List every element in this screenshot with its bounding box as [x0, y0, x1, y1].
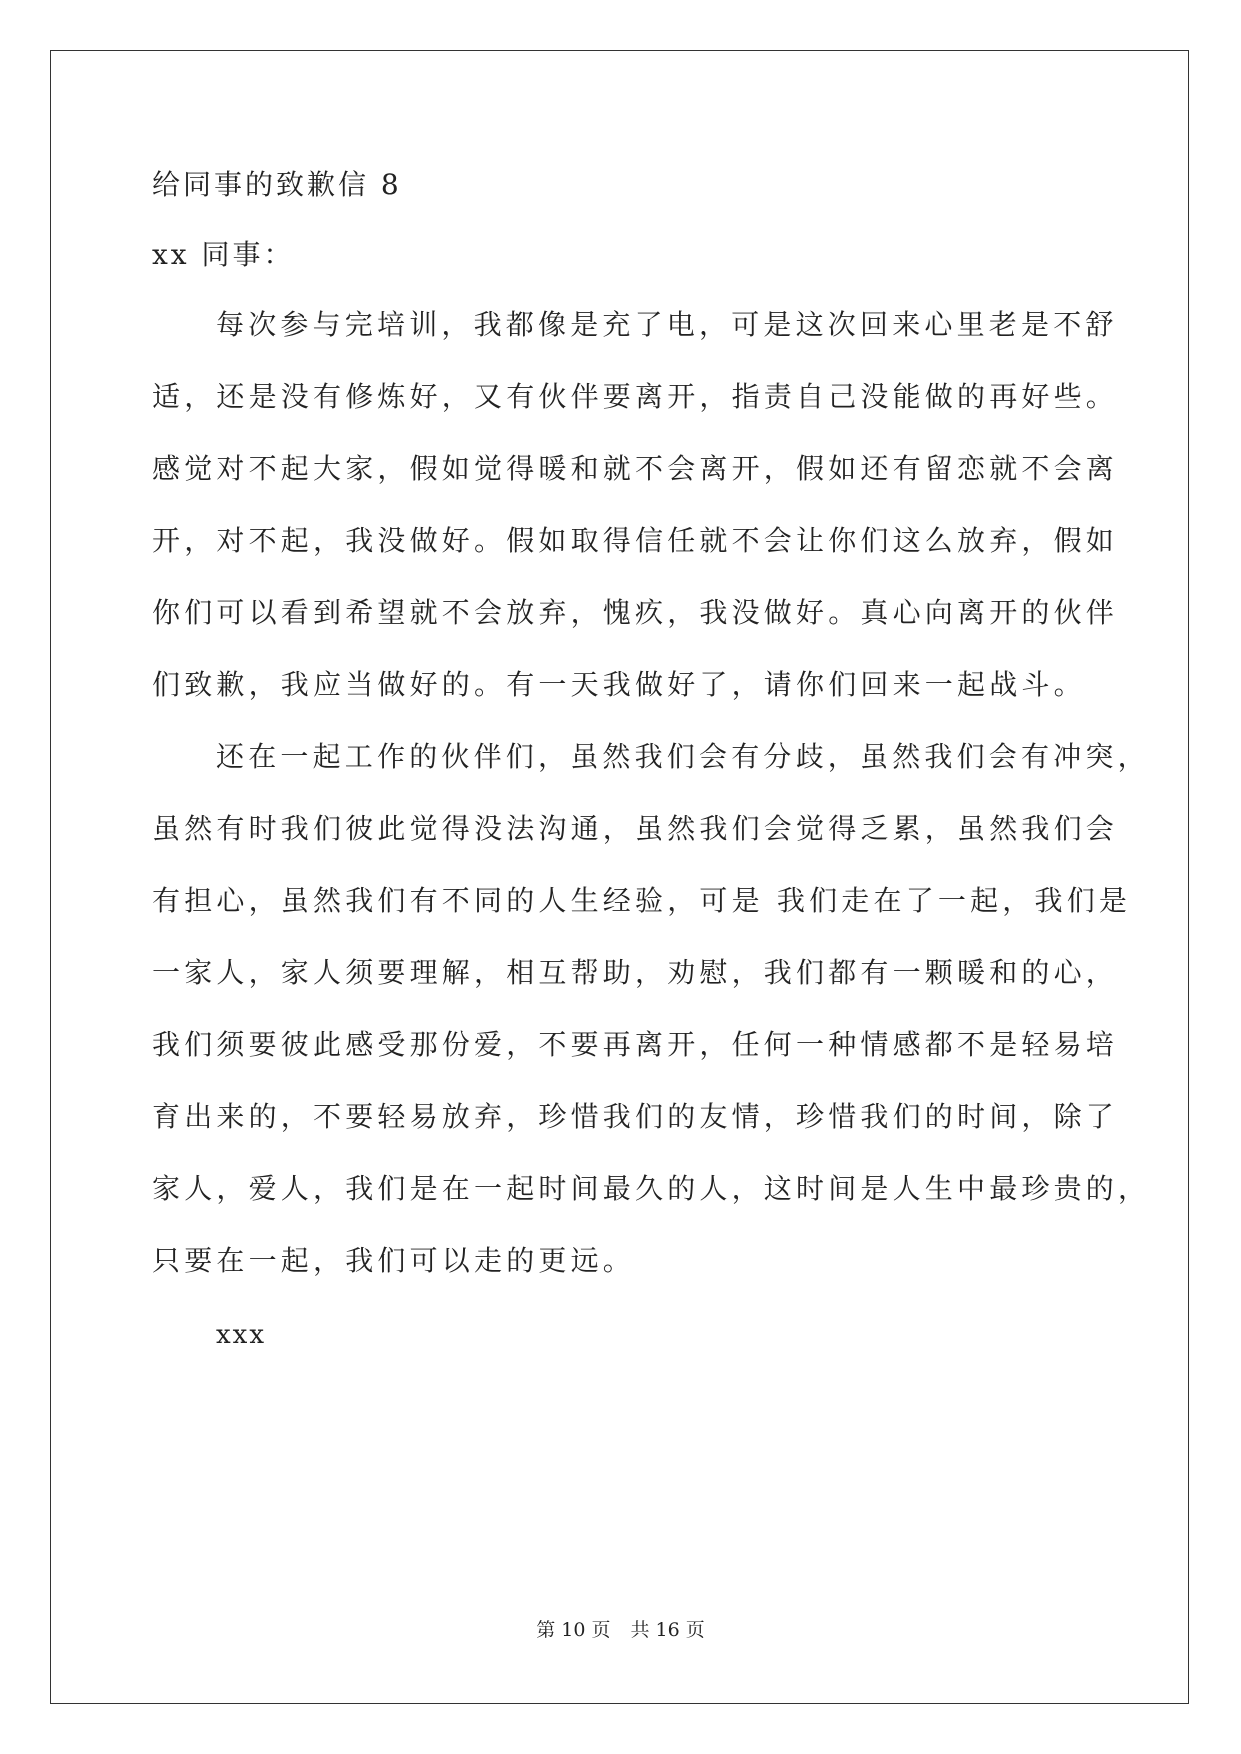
signature: xxx	[216, 1320, 266, 1350]
page-footer	[0, 1618, 1241, 1642]
paragraph-line: 还在一起工作的伙伴们，虽然我们会有分歧，虽然我们会有冲突，	[216, 740, 1150, 773]
paragraph-line: 每次参与完培训，我都像是充了电，可是这次回来心里老是不舒	[216, 308, 1118, 341]
paragraph-line: 开，对不起，我没做好。假如取得信任就不会让你们这么放弃，假如	[152, 524, 1119, 557]
page-number: 第 10 页	[536, 1619, 611, 1641]
paragraph-line: 只要在一起，我们可以走的更远。	[152, 1244, 636, 1277]
paragraph-line: 们致歉，我应当做好的。有一天我做好了，请你们回来一起战斗。	[152, 668, 1086, 701]
paragraph-line: 适，还是没有修炼好，又有伙伴要离开，指责自己没能做的再好些。	[152, 380, 1119, 413]
paragraph-line: 感觉对不起大家，假如觉得暖和就不会离开，假如还有留恋就不会离	[152, 452, 1119, 485]
paragraph-line: 你们可以看到希望就不会放弃，愧疚，我没做好。真心向离开的伙伴	[152, 596, 1119, 629]
page-total: 共 16 页	[630, 1619, 705, 1641]
paragraph-line: 虽然有时我们彼此觉得没法沟通，虽然我们会觉得乏累，虽然我们会	[152, 812, 1119, 845]
document-title: 给同事的致歉信 8	[152, 168, 402, 201]
salutation: xx 同事：	[152, 238, 295, 271]
paragraph-line: 育出来的，不要轻易放弃，珍惜我们的友情，珍惜我们的时间，除了	[152, 1100, 1119, 1133]
paragraph-line: 一家人，家人须要理解，相互帮助，劝慰，我们都有一颗暖和的心，	[152, 956, 1119, 989]
paragraph-line: 家人，爱人，我们是在一起时间最久的人，这时间是人生中最珍贵的，	[152, 1172, 1151, 1205]
paragraph-line: 有担心，虽然我们有不同的人生经验，可是 我们走在了一起，我们是	[152, 884, 1132, 917]
paragraph-line: 我们须要彼此感受那份爱，不要再离开，任何一种情感都不是轻易培	[152, 1028, 1119, 1061]
page-border	[50, 50, 1189, 1704]
